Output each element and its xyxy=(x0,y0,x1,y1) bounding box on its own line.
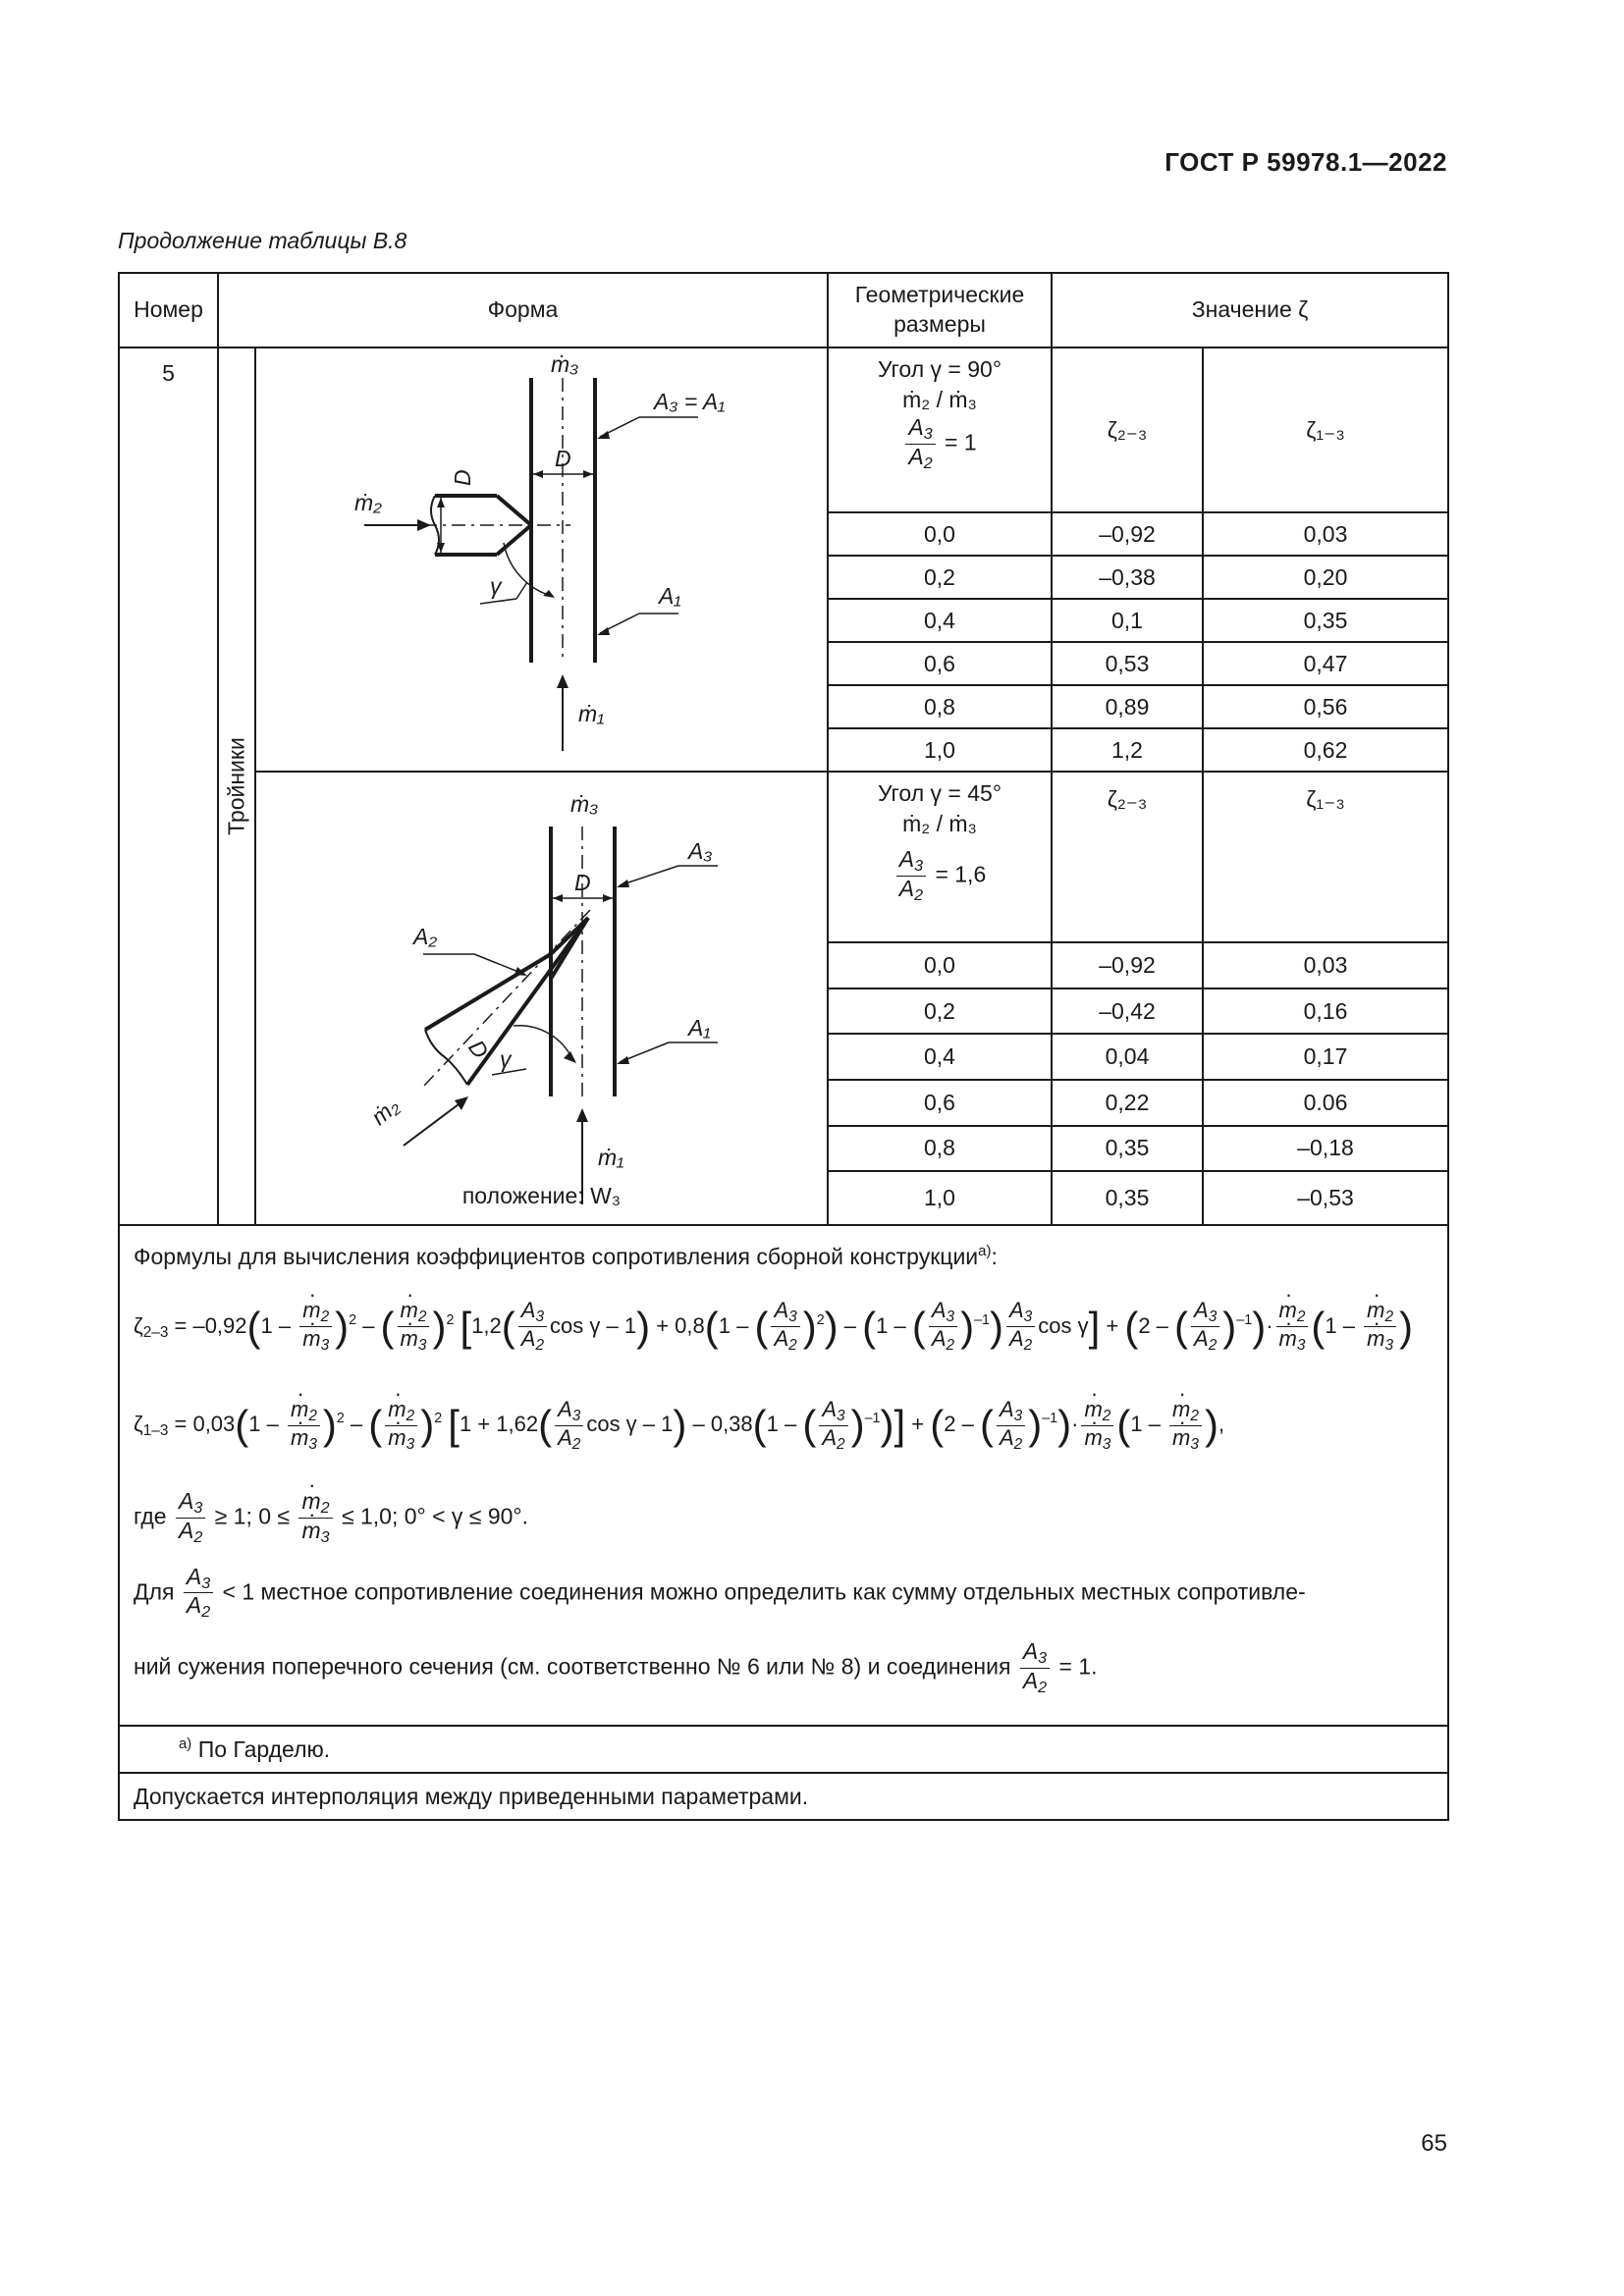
formula-paragraph-2: ний сужения поперечного сечения (см. соответственно № 6 или № 8) и соединения $\frac{A_3}{A_2}$ = 1. xyxy=(134,1637,1098,1696)
block2-angle: Угол γ = 45° xyxy=(877,780,1002,806)
table-row: 0,2 –0,38 0,20 xyxy=(119,556,1448,599)
fig2-m1-label: ṁ₁ xyxy=(598,1145,624,1170)
block1-zeta13-head: ζ₁₋₃ xyxy=(1203,347,1448,512)
fig2-a1-label: A₁ xyxy=(688,1015,711,1041)
table-row: 1,0 0,35 –0,53 xyxy=(119,1171,1448,1225)
block1-ratio-label: ṁ₂ / ṁ₃ xyxy=(902,387,977,413)
fig2-gamma-label: γ xyxy=(500,1046,512,1072)
table-row: 0,0 –0,92 0,03 xyxy=(119,512,1448,556)
block2-zeta23-head: ζ₂₋₃ xyxy=(1052,772,1203,942)
fig1-d-top-label: D xyxy=(555,446,571,471)
position-label: положение: W₃ xyxy=(461,1183,622,1208)
fig1-a1-label: A₁ xyxy=(659,583,681,609)
formulas-intro: Формулы для вычисления коэффициентов сопротивления сборной конструкции$^{а)}$: xyxy=(134,1243,998,1269)
fig1-gamma-label: γ xyxy=(490,573,502,599)
block1-angle: Угол γ = 90° xyxy=(877,356,1002,382)
fig1-m3-label: ṁ₃ xyxy=(551,351,579,377)
block2-zeta13-head: ζ₁₋₃ xyxy=(1203,772,1448,942)
block2-area-fraction: $\frac{A_3}{A_2}$ xyxy=(896,847,926,904)
tee-90-figure-cell xyxy=(255,347,828,772)
block1-zeta23-head: ζ₂₋₃ xyxy=(1052,347,1203,512)
fig2-m3-label: ṁ₃ xyxy=(570,791,599,817)
footnote-cell: $^{а)}$ По Гарделю. xyxy=(119,1726,1448,1773)
table-row: 0,4 0,04 0,17 xyxy=(119,1034,1448,1080)
fig1-m1-label: ṁ₁ xyxy=(578,701,605,726)
block2-geometry-head xyxy=(828,772,1052,942)
header-zeta: Значение ζ xyxy=(1052,273,1448,347)
fig1-a3a1-label: A₃ = A₁ xyxy=(654,389,726,414)
block1-geometry-head xyxy=(828,347,1052,512)
document-standard-header: ГОСТ Р 59978.1—2022 xyxy=(1164,147,1447,177)
block1-area-fraction: $\frac{A_3}{A_2}$ xyxy=(905,415,935,472)
block1-header-row xyxy=(119,347,1448,512)
block2-header-row xyxy=(119,772,1448,942)
footnote-row xyxy=(119,1726,1448,1773)
tee-90-diagram xyxy=(256,348,829,771)
fig2-a2-label: A₂ xyxy=(413,924,438,949)
formula-zeta13: $\zeta_{1-3} = 0,03(1$ – · $m_2$ · $m_3$ )$^2$ – ( · $m_2$ · $m_3$ )$^2$ [1 + 1,62( $\frac{A_3}{A_2}$ cos γ – 1) – 0,38(1 – ( $\frac{A_3}{A_2}$ )$^{-1}$)] + (2 – ( $\frac{A_3}{A_2}$ )$^{-1}$)· · $m_2$ · $m_3$ (1 – · $m_2$ · $m_3$ ), xyxy=(134,1376,1434,1475)
fig1-m2-label: ṁ₂ xyxy=(354,490,382,515)
formula-conditions: где $\frac{A_3}{A_2}$ ≥ 1; 0 ≤ · $m_2$ · $m_3$ ≤ 1,0; 0° < γ ≤ 90°. xyxy=(134,1489,1434,1546)
fig2-m2-label: ṁ₂ xyxy=(366,1093,405,1131)
group-label-cell xyxy=(218,347,255,1225)
fig2-d-side-label: D xyxy=(463,1035,494,1064)
group-label: Тройники xyxy=(223,737,249,835)
table-caption: Продолжение таблицы В.8 xyxy=(118,228,407,253)
fig2-a3-label: A₃ xyxy=(688,838,713,864)
block1-area-condition: $\frac{A_3}{A_2}$ = 1 xyxy=(829,415,1051,472)
header-form: Форма xyxy=(218,273,828,347)
resistance-table xyxy=(118,272,1449,1821)
table-row: 0,2 –0,42 0,16 xyxy=(119,988,1448,1035)
formulas-cell xyxy=(119,1225,1448,1726)
tee-45-figure-cell xyxy=(255,772,828,1225)
table-row: 0,6 0,53 0,47 xyxy=(119,642,1448,685)
table-row: 1,0 1,2 0,62 xyxy=(119,728,1448,772)
table-row: 0,6 0,22 0.06 xyxy=(119,1080,1448,1126)
fig1-d-side-label: D xyxy=(450,469,475,486)
header-geometry: Геометрические размеры xyxy=(828,273,1052,347)
final-note-cell: Допускается интерполяция между приведенными параметрами. xyxy=(119,1773,1448,1820)
formula-zeta23: $\zeta_{2-3} = -0,92(1$ – · $m_2$ · $m_3$ )$^2$ – ( · $m_2$ · $m_3$ )$^2$ [1,2( $\frac{A_3}{A_2}$ cos γ – 1) + 0,8(1 – ( $\frac{A_3}{A_2}$ )$^2$) – (1 – ( $\frac{A_3}{A_2}$ )$^{-1}$) $\frac{A_3}{A_2}$ cos γ] + (2 – ( $\frac{A_3}{A_2}$ )$^{-1}$)· · $m_2$ · $m_3$ (1 – · $m_2$ · $m_3$ ) xyxy=(134,1278,1434,1377)
page-number: 65 xyxy=(1421,2130,1447,2157)
table-row: 0,8 0,35 –0,18 xyxy=(119,1126,1448,1172)
block2-area-condition: $\frac{A_3}{A_2}$ = 1,6 xyxy=(829,847,1051,904)
formulas-row xyxy=(119,1225,1448,1726)
fig2-d-top-label: D xyxy=(574,870,591,895)
block2-ratio-label: ṁ₂ / ṁ₃ xyxy=(902,811,977,837)
formula-paragraph-1: Для $\frac{A_3}{A_2}$ < 1 местное сопротивление соединения можно определить как сумму отдельных местных сопротивле- xyxy=(134,1563,1306,1622)
row-number: 5 xyxy=(119,347,218,1225)
table-header-row xyxy=(119,273,1448,347)
table-row: 0,8 0,89 0,56 xyxy=(119,685,1448,728)
header-number: Номер xyxy=(119,273,218,347)
table-row: 0,4 0,1 0,35 xyxy=(119,599,1448,642)
tee-45-diagram xyxy=(256,773,829,1224)
table-row: 0,0 –0,92 0,03 xyxy=(119,942,1448,988)
final-note-row xyxy=(119,1773,1448,1820)
